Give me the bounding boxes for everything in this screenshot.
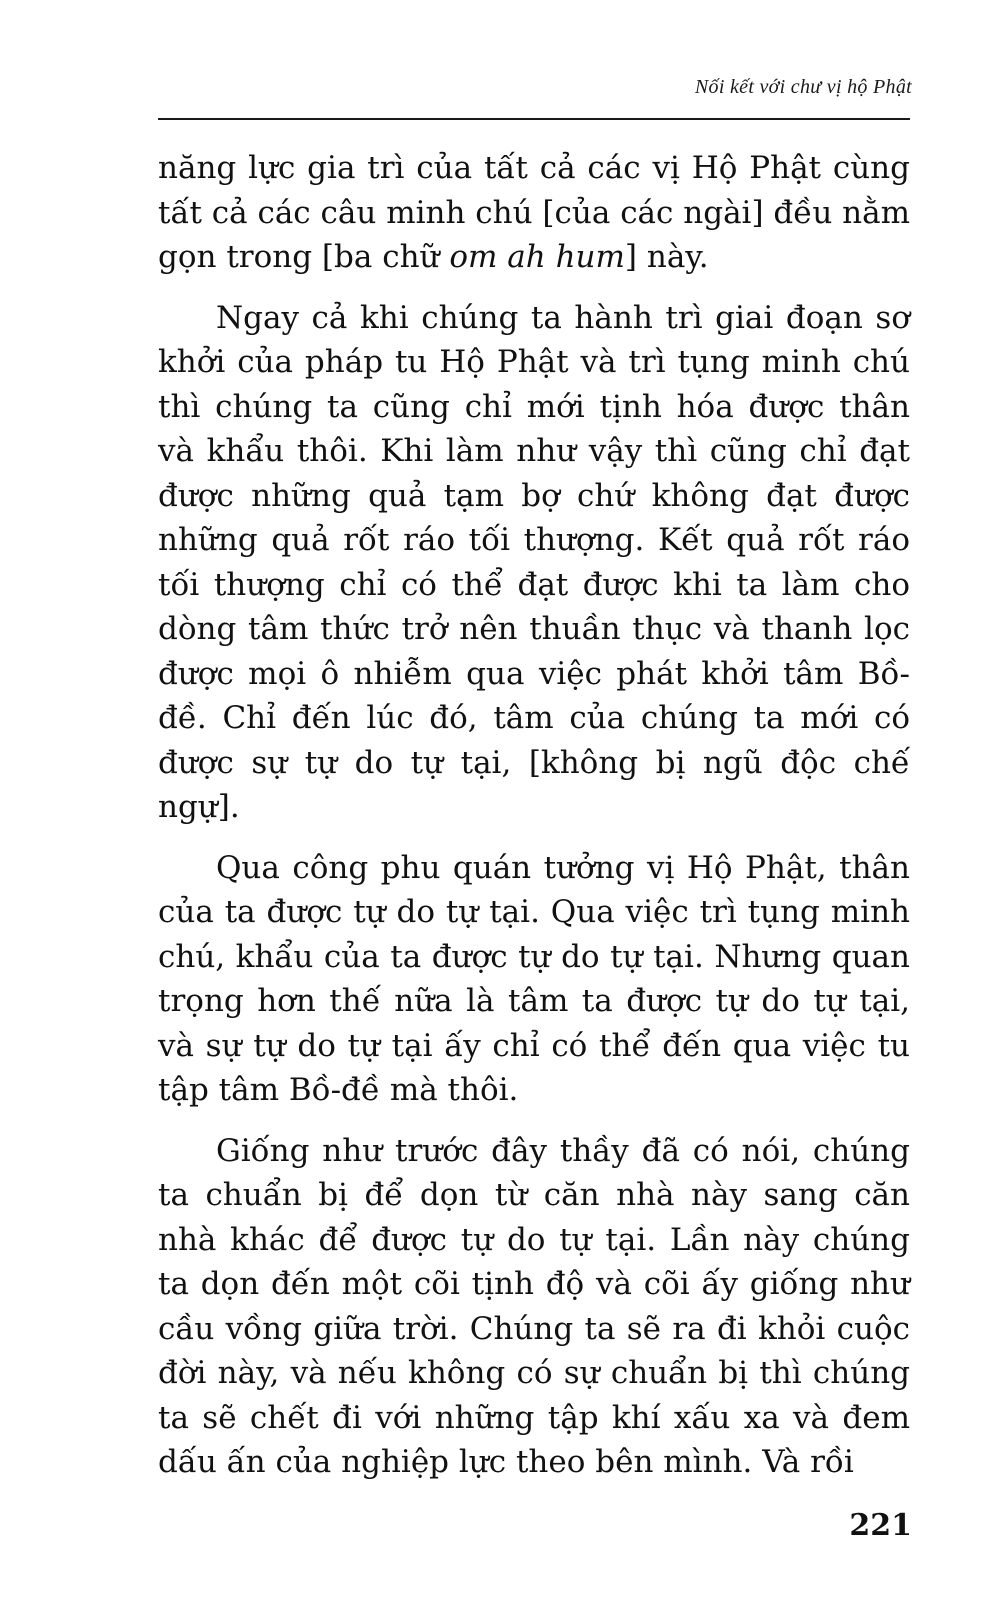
paragraph-3: Qua công phu quán tưởng vị Hộ Phật, thân của ta được tự do tự tại. Qua việc trì tụng minh chú, khẩu của ta được tự do tự tại. Nhưng quan trọng hơn thế nữa là tâm ta được tự do tự tại, và sự tự do tự tại ấy chỉ có thể đến qua việc tu tập tâm Bồ-đề mà thôi. [158,849,910,1108]
paragraph-1 [158,146,910,280]
paragraph-1-text-end: ] này. [624,239,709,275]
running-header: Nối kết với chư vị hộ Phật [694,76,912,98]
paragraph-2: Ngay cả khi chúng ta hành trì giai đoạn sơ khởi của pháp tu Hộ Phật và trì tụng minh chú thì chúng ta cũng chỉ mới tịnh hóa được thân và khẩu thôi. Khi làm như vậy thì cũng chỉ đạt được những quả tạm bợ chứ không đạt được những quả rốt ráo tối thượng. Kết quả rốt ráo tối thượng chỉ có thể đạt được khi ta làm cho dòng tâm thức trở nên thuần thục và thanh lọc được mọi ô nhiễm qua việc phát khởi tâm Bồ-đề. Chỉ đến lúc đó, tâm của chúng ta mới có được sự tự do tự tại, [không bị ngũ độc chế ngự]. [158,299,910,825]
page-body [158,146,910,1501]
paragraph-1-text-start: năng lực gia trì của tất cả các vị Hộ Phật cùng tất cả các câu minh chú [của các ngài] đều nằm gọn trong [ba chữ [158,150,910,275]
header-divider [158,118,910,120]
page-number: 221 [849,1508,912,1543]
mantra-italic: om ah hum [449,239,625,275]
paragraph-4: Giống như trước đây thầy đã có nói, chúng ta chuẩn bị để dọn từ căn nhà này sang căn nhà khác để được tự do tự tại. Lần này chúng ta dọn đến một cõi tịnh độ và cõi ấy giống như cầu vồng giữa trời. Chúng ta sẽ ra đi khỏi cuộc đời này, và nếu không có sự chuẩn bị thì chúng ta sẽ chết đi với những tập khí xấu xa và đem dấu ấn của nghiệp lực theo bên mình. Và rồi [158,1132,910,1480]
